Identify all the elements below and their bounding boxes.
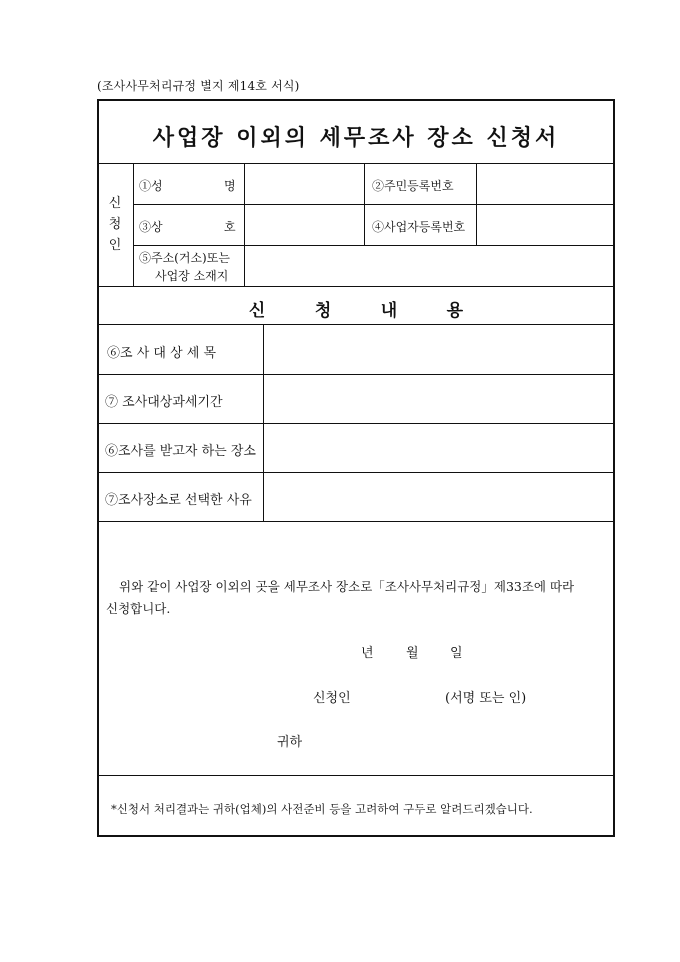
name-label: ①성 — [139, 179, 163, 193]
divider — [99, 286, 613, 287]
divider — [99, 521, 613, 522]
tax-period-field[interactable] — [264, 375, 611, 423]
reason-label: ⑦조사장소로 선택한 사유 — [105, 493, 252, 508]
resident-number-label: ②주민등록번호 — [372, 179, 454, 193]
footnote: *신청서 처리결과는 귀하(업체)의 사전준비 등을 고려하여 구두로 알려드리겠습니다. — [111, 802, 533, 816]
date-year: 년 — [361, 646, 374, 661]
content-section-header: 신 청 내 용 — [248, 301, 464, 321]
addressee: 귀하 — [277, 735, 303, 750]
applicant-signature-field[interactable] — [357, 683, 442, 705]
statement-line1: 위와 같이 사업장 이외의 곳을 세무조사 장소로「조사사무처리규정」제33조에 따라 — [119, 579, 575, 594]
divider — [133, 163, 134, 286]
reason-field[interactable] — [264, 473, 611, 521]
divider — [364, 163, 365, 245]
address-field[interactable] — [245, 246, 611, 286]
business-number-label: ④사업자등록번호 — [372, 220, 466, 234]
desired-place-label: ⑥조사를 받고자 하는 장소 — [105, 444, 256, 459]
statement-line2: 신청합니다. — [106, 601, 171, 616]
trade-name-label: ③상 — [139, 220, 163, 234]
date-day: 일 — [450, 646, 463, 661]
date-month: 월 — [406, 646, 419, 661]
signature-note: (서명 또는 인) — [445, 691, 527, 706]
name-label-tail: 명 — [224, 179, 236, 193]
name-field[interactable] — [245, 164, 363, 204]
applicant-section-label: 신 청 인 — [108, 196, 122, 253]
application-form — [97, 99, 615, 837]
applicant-signature-label: 신청인 — [313, 691, 351, 706]
tax-items-label: ⑥조 사 대 상 세 목 — [107, 346, 217, 361]
resident-number-field[interactable] — [477, 164, 611, 204]
form-reference: (조사사무처리규정 별지 제14호 서식) — [97, 79, 300, 93]
divider — [99, 775, 613, 776]
desired-place-field[interactable] — [264, 424, 611, 472]
address-label-line2: 사업장 소재지 — [155, 269, 229, 283]
tax-items-field[interactable] — [264, 325, 611, 374]
business-number-field[interactable] — [477, 205, 611, 245]
form-title: 사업장 이외의 세무조사 장소 신청서 — [152, 125, 560, 151]
tax-period-label: ⑦ 조사대상과세기간 — [105, 395, 223, 410]
trade-name-label-tail: 호 — [224, 220, 236, 234]
address-label-line1: ⑤주소(거소)또는 — [139, 251, 230, 265]
trade-name-field[interactable] — [245, 205, 363, 245]
